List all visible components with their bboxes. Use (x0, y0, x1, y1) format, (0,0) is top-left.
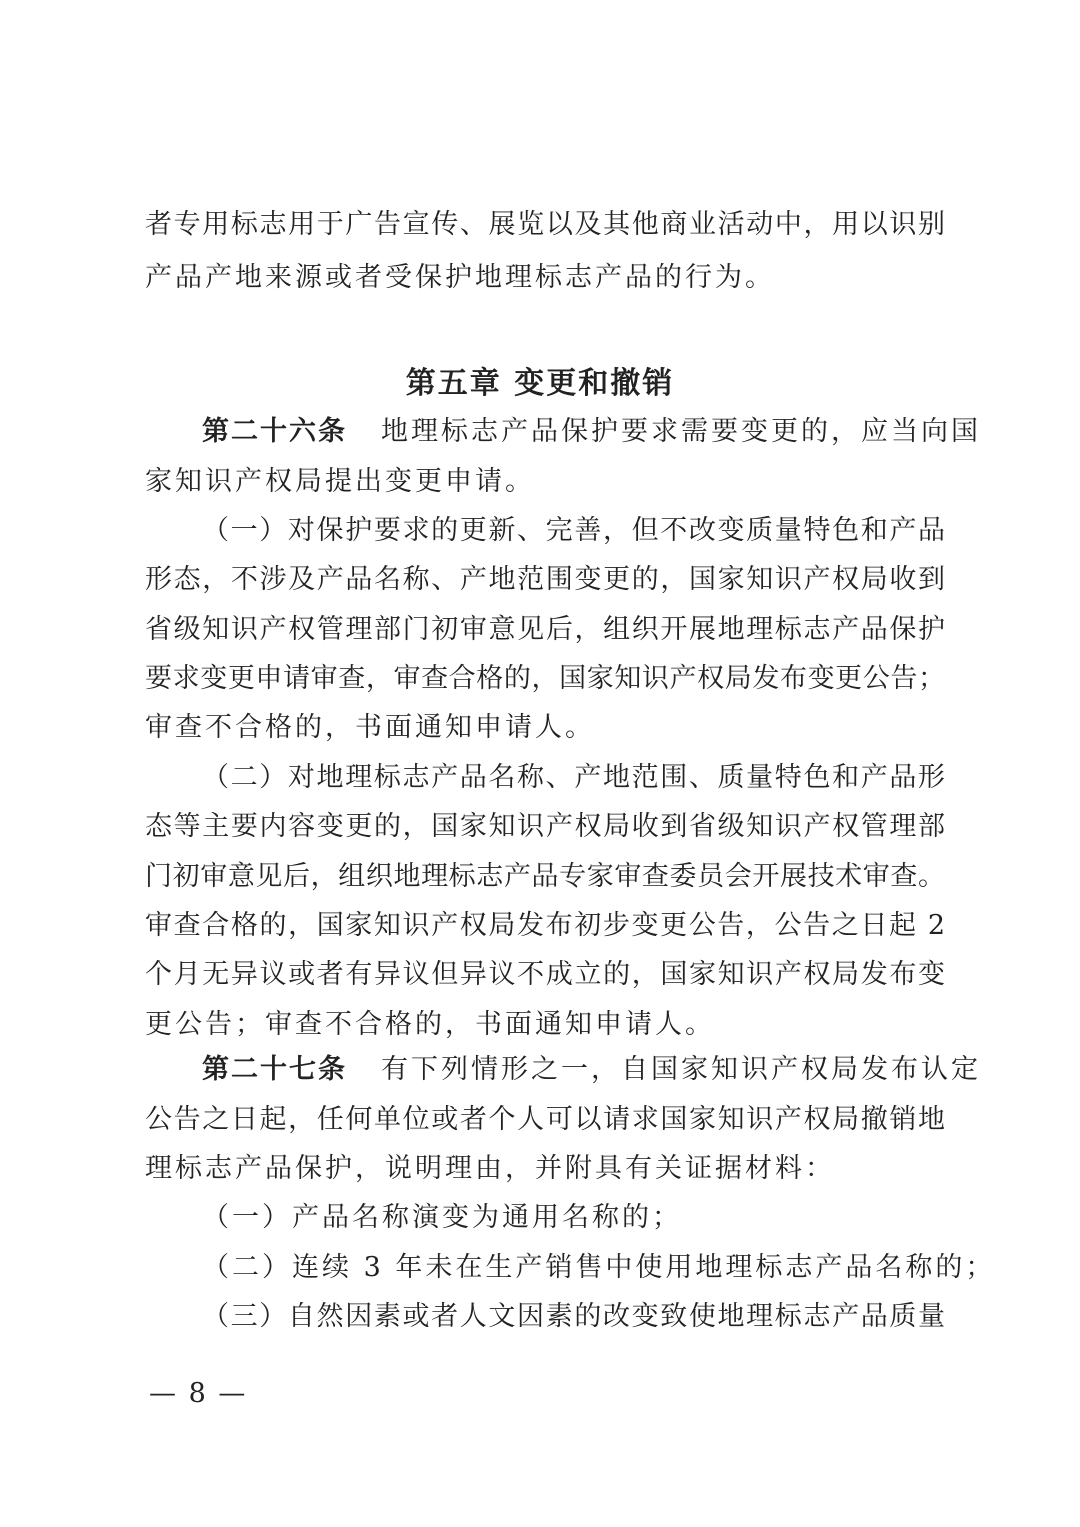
text-line: （二）对地理标志产品名称、产地范围、质量特色和产品形 (202, 762, 945, 793)
text-line: 审查不合格的，书面通知申请人。 (145, 712, 595, 743)
list-item: （三）自然因素或者人文因素的改变致使地理标志产品质量 (202, 1301, 945, 1332)
chapter-heading: 第五章 变更和撤销 (405, 366, 675, 401)
text-line: （一）对保护要求的更新、完善，但不改变质量特色和产品 (202, 515, 945, 546)
text-line: 更公告；审查不合格的，书面通知申请人。 (145, 1009, 715, 1040)
article-title: 第二十六条 (202, 416, 347, 447)
text-line: 要求变更申请审查，审查合格的，国家知识产权局发布变更公告； (145, 663, 945, 694)
article-first-line (202, 1050, 981, 1090)
text-line: 公告之日起，任何单位或者个人可以请求国家知识产权局撤销地 (145, 1104, 945, 1135)
article-first-line (202, 412, 981, 452)
list-item: （一）产品名称演变为通用名称的； (202, 1202, 682, 1233)
article-first-line-text: 地理标志产品保护要求需要变更的，应当向国 (381, 416, 981, 447)
article-first-line-text: 有下列情形之一，自国家知识产权局发布认定 (381, 1054, 981, 1085)
text-line: 者专用标志用于广告宣传、展览以及其他商业活动中，用以识别 (145, 209, 945, 240)
text-line: 态等主要内容变更的，国家知识产权局收到省级知识产权管理部 (145, 811, 945, 842)
text-line: 个月无异议或者有异议但异议不成立的，国家知识产权局发布变 (145, 959, 945, 990)
article-title: 第二十七条 (202, 1054, 347, 1085)
list-item: （二）连续 3 年未在生产销售中使用地理标志产品名称的； (202, 1252, 996, 1283)
text-line: 审查合格的，国家知识产权局发布初步变更公告，公告之日起 2 (145, 910, 945, 941)
text-line: 门初审意见后，组织地理标志产品专家审查委员会开展技术审查。 (145, 861, 945, 892)
text-line: 形态，不涉及产品名称、产地范围变更的，国家知识产权局收到 (145, 564, 945, 595)
text-line: 家知识产权局提出变更申请。 (145, 466, 535, 497)
text-line: 省级知识产权管理部门初审意见后，组织开展地理标志产品保护 (145, 614, 945, 645)
page-number: — 8 — (149, 1378, 248, 1409)
text-line: 理标志产品保护，说明理由，并附具有关证据材料： (145, 1153, 835, 1184)
text-line: 产品产地来源或者受保护地理标志产品的行为。 (145, 262, 775, 293)
